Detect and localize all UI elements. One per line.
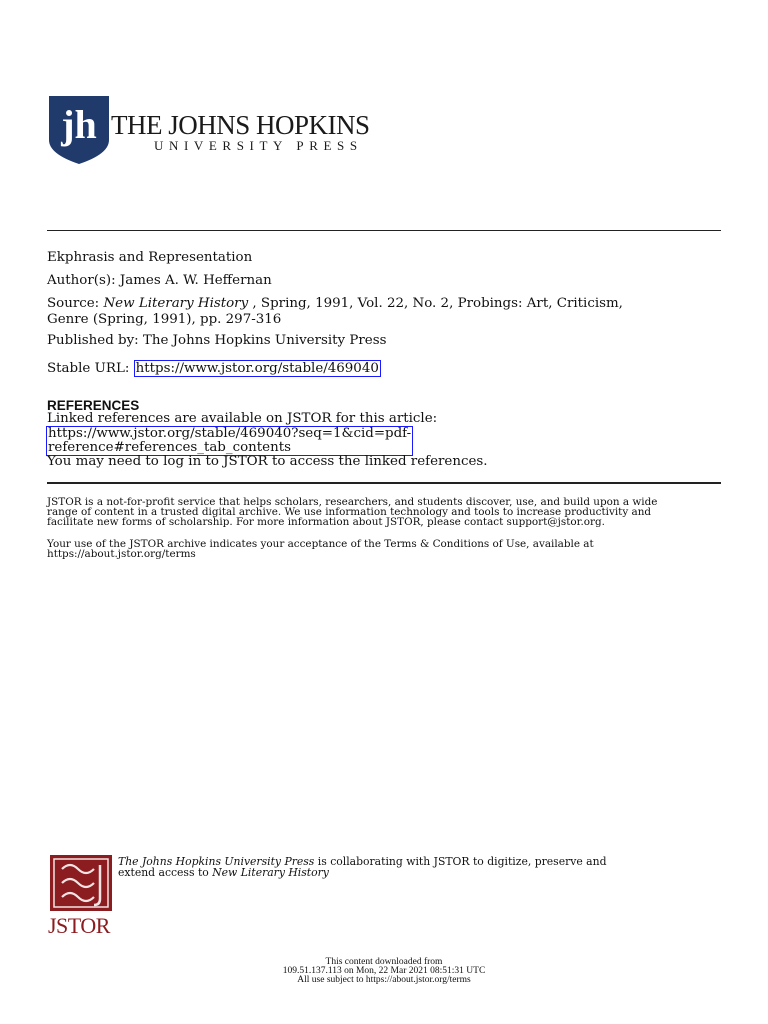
collaboration-line2 [118,867,329,879]
notice-p1-line2: range of content in a trusted digital archive. We use information technology and tools to increase productivity and [47,506,652,518]
article-source-line2: Genre (Spring, 1991), pp. 297-316 [47,312,282,327]
article-publisher: Published by: The Johns Hopkins University Press [47,333,387,348]
notice-p2-line1: Your use of the JSTOR archive indicates your acceptance of the Terms & Conditions of Use, available at [47,538,594,550]
collaboration-text: is collaborating with JSTOR to digitize, preserve and [314,855,607,868]
references-link-line1[interactable]: https://www.jstor.org/stable/469040?seq=1&cid=pdf- [48,426,412,441]
article-source [47,296,623,312]
article-title: Ekphrasis and Representation [47,250,253,265]
footer-line2: 109.51.137.113 on Mon, 22 Mar 2021 08:51:31 UTC [282,966,486,976]
notice-p1-line3: facilitate new forms of scholarship. For more information about JSTOR, please contact support@jstor.org. [47,516,605,528]
references-intro: Linked references are available on JSTOR for this article: [47,411,438,426]
collaboration-journal: New Literary History [212,866,329,879]
collaboration-text2: extend access to [118,866,213,879]
logo-monogram: jh [61,102,97,147]
source-label: Source: [47,296,104,311]
references-heading: REFERENCES [47,398,140,413]
footer-line1: This content downloaded from [325,957,443,967]
jhu-press-logo-icon [49,96,109,164]
stable-url-label: Stable URL: [47,361,134,376]
top-divider [47,230,721,231]
source-details: , Spring, 1991, Vol. 22, No. 2, Probings: Art, Criticism, [248,296,623,311]
notice-p2-line2: https://about.jstor.org/terms [47,548,196,560]
notice-p1-line1: JSTOR is a not-for-profit service that helps scholars, researchers, and students discover, use, and build upon a wide [47,496,658,508]
stable-url-link[interactable]: https://www.jstor.org/stable/469040 [135,361,379,376]
logo-publisher-name: THE JOHNS HOPKINS [111,110,370,140]
footer-line3: All use subject to https://about.jstor.org/terms [297,975,471,985]
references-link[interactable] [46,426,413,456]
article-authors: Author(s): James A. W. Heffernan [47,273,272,288]
source-journal: New Literary History [103,296,249,311]
references-link-line2[interactable]: reference#references_tab_contents [48,440,291,455]
jstor-logo-icon [50,855,112,911]
references-login-note: You may need to log in to JSTOR to access the linked references. [47,454,488,469]
stable-url-row [47,361,381,377]
logo-publisher-subname: UNIVERSITY PRESS [154,138,363,153]
jstor-wordmark: JSTOR [48,913,110,938]
collaboration-publisher: The Johns Hopkins University Press [118,855,315,868]
middle-divider [47,482,721,484]
